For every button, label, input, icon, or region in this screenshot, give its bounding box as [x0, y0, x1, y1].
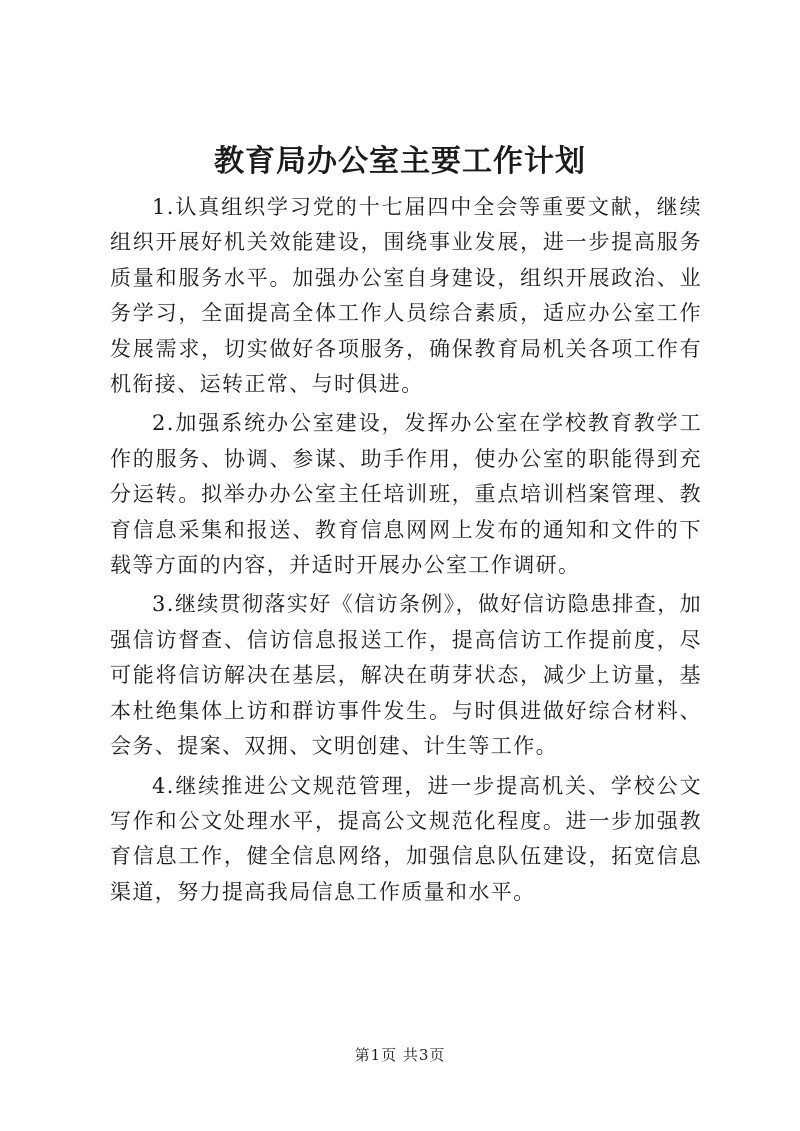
paragraph-4: 4.继续推进公文规范管理，进一步提高机关、学校公文写作和公文处理水平，提高公文规范化程度。进一步加强教育信息工作，健全信息网络，加强信息队伍建设，拓宽信息渠道，努力提高我局信息工作质量和水平。	[110, 773, 702, 904]
document-body	[110, 190, 702, 910]
paragraph-1: 1.认真组织学习党的十七届四中全会等重要文献，继续组织开展好机关效能建设，围绕事业发展，进一步提高服务质量和服务水平。加强办公室自身建设，组织开展政治、业务学习，全面提高全体工作人员综合素质，适应办公室工作发展需求，切实做好各项服务，确保教育局机关各项工作有机衔接、运转正常、与时俱进。	[110, 195, 702, 397]
page-footer: 第1页 共3页	[354, 1046, 446, 1064]
paragraph-2: 2.加强系统办公室建设，发挥办公室在学校教育教学工作的服务、协调、参谋、助手作用，使办公室的职能得到充分运转。拟举办办公室主任培训班，重点培训档案管理、教育信息采集和报送、教育信息网网上发布的通知和文件的下载等方面的内容，并适时开展办公室工作调研。	[110, 411, 702, 578]
paragraph-3: 3.继续贯彻落实好《信访条例》，做好信访隐患排查，加强信访督查、信访信息报送工作，提高信访工作提前度，尽可能将信访解决在基层，解决在萌芽状态，减少上访量，基本杜绝集体上访和群访事件发生。与时俱进做好综合材料、会务、提案、双拥、文明创建、计生等工作。	[110, 592, 702, 759]
document-title: 教育局办公室主要工作计划	[214, 144, 586, 179]
